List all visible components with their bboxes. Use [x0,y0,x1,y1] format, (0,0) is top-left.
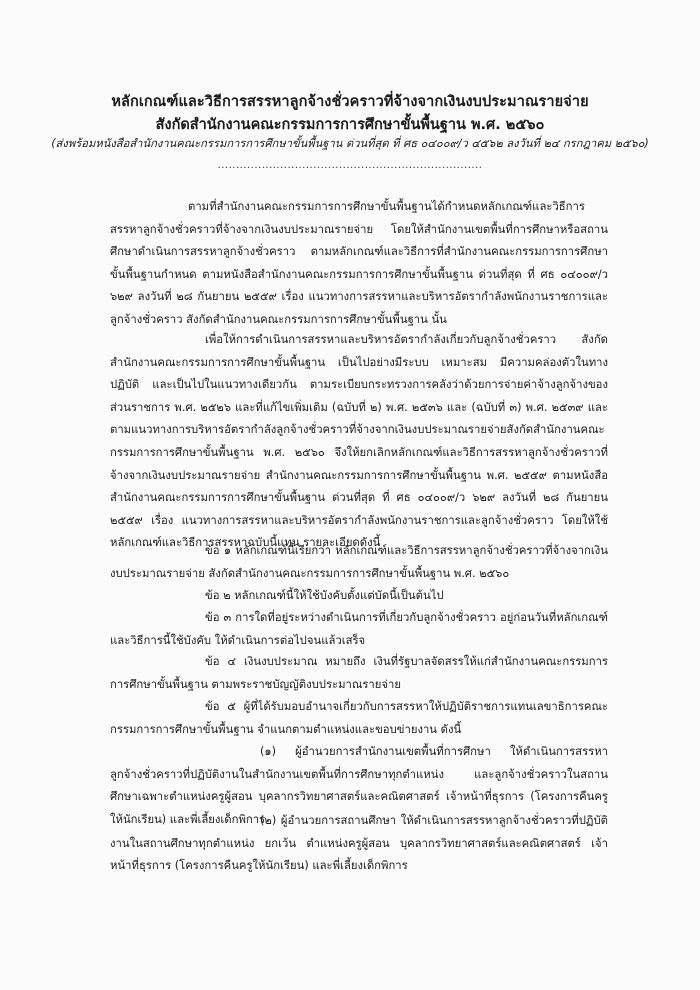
paragraph-intro: ตามที่สำนักงานคณะกรรมการการศึกษาขั้นพื้นฐานได้กำหนดหลักเกณฑ์และวิธีการสรรหาลูกจ้างชั่วคราวที่จ้างจากเงินงบประมาณรายจ่าย โดยให้สำนักงานเขตพื้นที่การศึกษาหรือสถานศึกษาดำเนินการสรรหาลูกจ้างชั่วคราว ตามหลักเกณฑ์และวิธีการที่สำนักงานคณะกรรมการการศึกษาขั้นพื้นฐานกำหนด ตามหนังสือสำนักงานคณะกรรมการการศึกษาขั้นพื้นฐาน ด่วนที่สุด ที่ ศธ ๐๔๐๐๙/ว ๖๒๙ ลงวันที่ ๒๘ กันยายน ๒๕๕๙ เรื่อง แนวทางการสรรหาและบริหารอัตรากำลังพนักงานราชการและลูกจ้างชั่วคราว สังกัดสำนักงานคณะกรรมการการศึกษาขั้นพื้นฐาน นั้น [110,200,608,326]
paragraph-purpose: เพื่อให้การดำเนินการสรรหาและบริหารอัตรากำลังเกี่ยวกับลูกจ้างชั่วคราว สังกัดสำนักงานคณะกรรมการการศึกษาขั้นพื้นฐาน เป็นไปอย่างมีระบบ เหมาะสม มีความคล่องตัวในทางปฏิบัติ และเป็นไปในแนวทางเดียวกัน ตามระเบียบกระทรวงการคลังว่าด้วยการจ่ายค่าจ้างลูกจ้างของส่วนราชการ พ.ศ. ๒๕๒๖ และที่แก้ไขเพิ่มเติม (ฉบับที่ ๒) พ.ศ. ๒๕๓๖ และ (ฉบับที่ ๓) พ.ศ. ๒๕๓๙ และตามแนวทางการบริหารอัตรากำลังลูกจ้างชั่วคราวที่จ้างจากเงินงบประมาณรายจ่ายสังกัดสำนักงานคณะกรรมการการศึกษาขั้นพื้นฐาน พ.ศ. ๒๕๖๐ จึงให้ยกเลิกหลักเกณฑ์และวิธีการสรรหาลูกจ้างชั่วคราวที่จ้างจากเงินงบประมาณรายจ่าย สำนักงานคณะกรรมการการศึกษาขั้นพื้นฐาน พ.ศ. ๒๕๕๙ ตามหนังสือสำนักงานคณะกรรมการการศึกษาขั้นพื้นฐาน ด่วนที่สุด ที่ ศธ ๐๔๐๐๙/ว ๖๒๙ ลงวันที่ ๒๘ กันยายน ๒๕๕๙ เรื่อง แนวทางการสรรหาและบริหารอัตรากำลังพนักงานราชการและลูกจ้างชั่วคราว โดยให้ใช้หลักเกณฑ์และวิธีการสรรหาฉบับนี้แทน รายละเอียดดังนี้ [110,333,608,550]
document-title-line-1: หลักเกณฑ์และวิธีการสรรหาลูกจ้างชั่วคราวที่จ้างจากเงินงบประมาณรายจ่าย [111,94,589,110]
clause-4: ข้อ ๔ เงินงบประมาณ หมายถึง เงินที่รัฐบาลจัดสรรให้แก่สำนักงานคณะกรรมการการศึกษาขั้นพื้นฐาน ตามพระราชบัญญัติงบประมาณรายจ่าย [110,655,608,691]
dotted-divider: ........................................................................ [217,160,483,171]
document-title-line-2: สังกัดสำนักงานคณะกรรมการการศึกษาขั้นพื้นฐาน พ.ศ. ๒๕๖๐ [155,117,545,133]
document-subtitle: (ส่งพร้อมหนังสือสำนักงานคณะกรรมการการศึกษาขั้นพื้นฐาน ด่วนที่สุด ที่ ศธ ๐๔๐๐๙/ว ๔๕๖๒ ลงวันที่ ๒๔ กรกฎาคม ๒๕๖๐) [51,137,649,150]
clause-5: ข้อ ๕ ผู้ที่ได้รับมอบอำนาจเกี่ยวกับการสรรหาให้ปฏิบัติราชการแทนเลขาธิการคณะกรรมการการศึกษาขั้นพื้นฐาน จำแนกตามตำแหน่งและขอบข่ายงาน ดังนี้ [110,700,608,736]
clause-5-item-1: (๑) ผู้อำนวยการสำนักงานเขตพื้นที่การศึกษา ให้ดำเนินการสรรหาลูกจ้างชั่วคราวที่ปฏิบัติงานในสำนักงานเขตพื้นที่การศึกษาทุกตำแหน่ง และลูกจ้างชั่วคราวในสถานศึกษาเฉพาะตำแหน่งครูผู้สอน บุคลากรวิทยาศาสตร์และคณิตศาสตร์ เจ้าหน้าที่ธุรการ (โครงการคืนครูให้นักเรียน) และพี่เลี้ยงเด็กพิการ [110,745,608,826]
clause-3: ข้อ ๓ การใดที่อยู่ระหว่างดำเนินการที่เกี่ยวกับลูกจ้างชั่วคราว อยู่ก่อนวันที่หลักเกณฑ์และวิธีการนี้ใช้บังคับ ให้ดำเนินการต่อไปจนแล้วเสร็จ [110,611,608,647]
clause-5-item-2: (๒) ผู้อำนวยการสถานศึกษา ให้ดำเนินการสรรหาลูกจ้างชั่วคราวที่ปฏิบัติงานในสถานศึกษาทุกตำแหน่ง ยกเว้น ตำแหน่งครูผู้สอน บุคลากรวิทยาศาสตร์และคณิตศาสตร์ เจ้าหน้าที่ธุรการ (โครงการคืนครูให้นักเรียน) และพี่เลี้ยงเด็กพิการ [110,814,608,873]
clause-1: ข้อ ๑ หลักเกณฑ์นี้เรียกว่า หลักเกณฑ์และวิธีการสรรหาลูกจ้างชั่วคราวที่จ้างจากเงินงบประมาณรายจ่าย สังกัดสำนักงานคณะกรรมการการศึกษาขั้นพื้นฐาน พ.ศ. ๒๕๖๐ [110,544,608,580]
clause-2: ข้อ ๒ หลักเกณฑ์นี้ให้ใช้บังคับตั้งแต่บัดนี้เป็นต้นไป [205,589,444,602]
